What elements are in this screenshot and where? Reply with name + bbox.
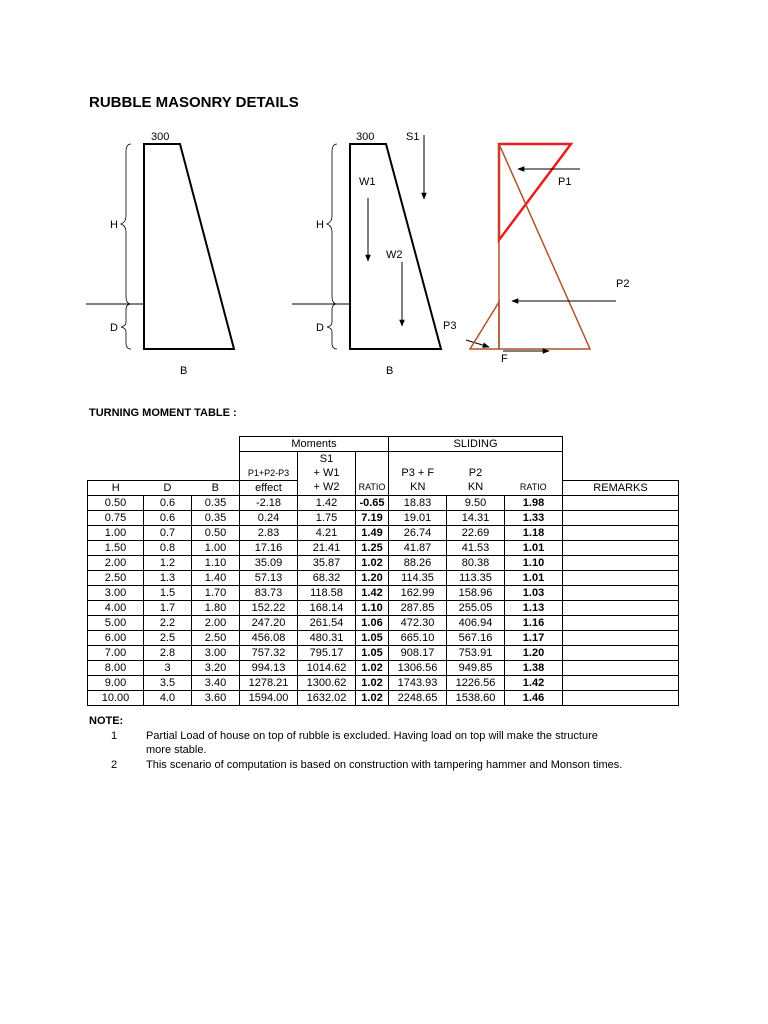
cell-sliding-p2: 1226.56 bbox=[447, 676, 505, 691]
p1p2p3-header: P1+P2-P3 bbox=[240, 466, 298, 481]
cell-remarks bbox=[563, 586, 679, 601]
cell-moment-s1w1w2: 4.21 bbox=[298, 526, 356, 541]
note-text: Partial Load of house on top of rubble is excluded. Having load on top will make the structure bbox=[146, 730, 598, 742]
notes-title: NOTE: bbox=[89, 715, 124, 727]
cell-b: 1.70 bbox=[192, 586, 240, 601]
cell-moment-effect: 17.16 bbox=[240, 541, 298, 556]
cell-moment-s1w1w2: 1300.62 bbox=[298, 676, 356, 691]
cell-h: 2.50 bbox=[88, 571, 144, 586]
ratio-s-header: RATIO bbox=[519, 482, 547, 493]
cell-moment-ratio: 1.49 bbox=[356, 526, 389, 541]
cell-moment-ratio: 1.10 bbox=[356, 601, 389, 616]
cell-b: 1.10 bbox=[192, 556, 240, 571]
cell-h: 2.00 bbox=[88, 556, 144, 571]
table-row bbox=[88, 691, 679, 706]
page-title: RUBBLE MASONRY DETAILS bbox=[89, 94, 299, 111]
cell-sliding-p2: 113.35 bbox=[447, 571, 505, 586]
cell-sliding-p3f: 114.35 bbox=[389, 571, 447, 586]
cell-moment-s1w1w2: 1.75 bbox=[298, 511, 356, 526]
cell-sliding-ratio: 1.01 bbox=[505, 571, 563, 586]
cell-d: 3.5 bbox=[144, 676, 192, 691]
middle-h-label: H bbox=[316, 219, 324, 231]
cell-moment-ratio: 1.02 bbox=[356, 691, 389, 706]
cell-sliding-p2: 158.96 bbox=[447, 586, 505, 601]
cell-moment-ratio: 1.05 bbox=[356, 646, 389, 661]
left-top-width-label: 300 bbox=[151, 131, 170, 143]
cell-d: 0.8 bbox=[144, 541, 192, 556]
left-d-label: D bbox=[110, 322, 118, 334]
cell-moment-s1w1w2: 261.54 bbox=[298, 616, 356, 631]
left-base-label: B bbox=[180, 365, 188, 377]
middle-d-brace bbox=[327, 304, 337, 349]
w2-header: + W2 bbox=[298, 481, 356, 496]
cell-h: 10.00 bbox=[88, 691, 144, 706]
cell-sliding-p3f: 1306.56 bbox=[389, 661, 447, 676]
turning-moment-table bbox=[87, 436, 679, 706]
cell-moment-s1w1w2: 68.32 bbox=[298, 571, 356, 586]
table-row bbox=[88, 526, 679, 541]
cell-d: 4.0 bbox=[144, 691, 192, 706]
kn-p2-header: KN bbox=[467, 481, 484, 494]
left-d-brace bbox=[121, 304, 131, 349]
cell-moment-ratio: -0.65 bbox=[356, 496, 389, 511]
cell-sliding-p3f: 1743.93 bbox=[389, 676, 447, 691]
cell-d: 1.3 bbox=[144, 571, 192, 586]
cell-sliding-ratio: 1.03 bbox=[505, 586, 563, 601]
cell-b: 0.35 bbox=[192, 511, 240, 526]
cell-sliding-p2: 80.38 bbox=[447, 556, 505, 571]
table-row bbox=[88, 661, 679, 676]
cell-moment-s1w1w2: 1632.02 bbox=[298, 691, 356, 706]
cell-moment-effect: 152.22 bbox=[240, 601, 298, 616]
cell-h: 0.75 bbox=[88, 511, 144, 526]
kn-p3f-header: KN bbox=[389, 481, 447, 496]
cell-moment-effect: 0.24 bbox=[240, 511, 298, 526]
table-row bbox=[88, 496, 679, 511]
cell-remarks bbox=[563, 631, 679, 646]
notes-section bbox=[89, 715, 689, 773]
cell-moment-effect: 247.20 bbox=[240, 616, 298, 631]
cell-h: 5.00 bbox=[88, 616, 144, 631]
cell-remarks bbox=[563, 571, 679, 586]
p3-label: P3 bbox=[443, 320, 457, 332]
cell-remarks bbox=[563, 526, 679, 541]
cell-sliding-ratio: 1.10 bbox=[505, 556, 563, 571]
w2-label: W2 bbox=[386, 249, 403, 261]
table-row bbox=[88, 556, 679, 571]
cell-b: 1.80 bbox=[192, 601, 240, 616]
cell-sliding-p3f: 88.26 bbox=[389, 556, 447, 571]
cell-d: 2.5 bbox=[144, 631, 192, 646]
w1-header: + W1 bbox=[298, 466, 356, 481]
ratio-m-header: RATIO bbox=[356, 481, 389, 496]
note-text-continued: more stable. bbox=[146, 744, 207, 756]
cell-h: 7.00 bbox=[88, 646, 144, 661]
b-header: B bbox=[192, 481, 240, 496]
cell-sliding-p2: 41.53 bbox=[447, 541, 505, 556]
subheader-row-1 bbox=[88, 452, 679, 467]
group-header-row bbox=[88, 437, 679, 452]
cell-moment-effect: 1594.00 bbox=[240, 691, 298, 706]
cell-b: 0.50 bbox=[192, 526, 240, 541]
cell-sliding-p2: 14.31 bbox=[447, 511, 505, 526]
cell-moment-s1w1w2: 35.87 bbox=[298, 556, 356, 571]
cell-d: 3 bbox=[144, 661, 192, 676]
cell-h: 1.50 bbox=[88, 541, 144, 556]
cell-sliding-p2: 1538.60 bbox=[447, 691, 505, 706]
cell-sliding-p3f: 41.87 bbox=[389, 541, 447, 556]
cell-moment-ratio: 7.19 bbox=[356, 511, 389, 526]
middle-base-label: B bbox=[386, 365, 394, 377]
p2-label: P2 bbox=[616, 278, 630, 290]
subheader-row-3 bbox=[88, 481, 679, 496]
cell-remarks bbox=[563, 541, 679, 556]
cell-moment-s1w1w2: 480.31 bbox=[298, 631, 356, 646]
cell-moment-effect: 456.08 bbox=[240, 631, 298, 646]
cell-remarks bbox=[563, 676, 679, 691]
cell-moment-ratio: 1.02 bbox=[356, 556, 389, 571]
cell-d: 0.6 bbox=[144, 496, 192, 511]
cell-sliding-ratio: 1.13 bbox=[505, 601, 563, 616]
lower-pressure-triangle bbox=[499, 144, 590, 349]
table-title: TURNING MOMENT TABLE : bbox=[89, 407, 237, 419]
passive-pressure-triangle bbox=[470, 302, 499, 349]
d-header: D bbox=[144, 481, 192, 496]
cell-remarks bbox=[563, 691, 679, 706]
cell-b: 3.20 bbox=[192, 661, 240, 676]
middle-h-brace bbox=[327, 144, 337, 304]
cell-sliding-p3f: 19.01 bbox=[389, 511, 447, 526]
cell-sliding-ratio: 1.17 bbox=[505, 631, 563, 646]
cell-sliding-p3f: 287.85 bbox=[389, 601, 447, 616]
note-item bbox=[89, 729, 689, 757]
cell-remarks bbox=[563, 556, 679, 571]
cell-h: 9.00 bbox=[88, 676, 144, 691]
middle-d-label: D bbox=[316, 322, 324, 334]
s1-header: S1 bbox=[298, 452, 356, 467]
cell-moment-ratio: 1.25 bbox=[356, 541, 389, 556]
moments-header: Moments bbox=[240, 437, 389, 452]
cell-moment-effect: 757.32 bbox=[240, 646, 298, 661]
cell-h: 0.50 bbox=[88, 496, 144, 511]
cell-b: 1.40 bbox=[192, 571, 240, 586]
table-row bbox=[88, 616, 679, 631]
table-row bbox=[88, 586, 679, 601]
cell-b: 3.60 bbox=[192, 691, 240, 706]
table-row bbox=[88, 646, 679, 661]
cell-remarks bbox=[563, 601, 679, 616]
table-row bbox=[88, 631, 679, 646]
cell-moment-effect: -2.18 bbox=[240, 496, 298, 511]
cell-h: 1.00 bbox=[88, 526, 144, 541]
cell-moment-effect: 35.09 bbox=[240, 556, 298, 571]
cell-sliding-ratio: 1.33 bbox=[505, 511, 563, 526]
table-row bbox=[88, 676, 679, 691]
middle-top-width-label: 300 bbox=[356, 131, 375, 143]
cell-moment-s1w1w2: 795.17 bbox=[298, 646, 356, 661]
cell-moment-ratio: 1.02 bbox=[356, 661, 389, 676]
p3f-header: P3 + F bbox=[389, 466, 447, 481]
cell-sliding-p2: 567.16 bbox=[447, 631, 505, 646]
cell-sliding-p2: 406.94 bbox=[447, 616, 505, 631]
cell-sliding-ratio: 1.46 bbox=[505, 691, 563, 706]
cell-d: 2.8 bbox=[144, 646, 192, 661]
cell-b: 2.50 bbox=[192, 631, 240, 646]
cell-sliding-p2: 9.50 bbox=[447, 496, 505, 511]
cell-sliding-p3f: 26.74 bbox=[389, 526, 447, 541]
cell-moment-ratio: 1.05 bbox=[356, 631, 389, 646]
cell-sliding-ratio: 1.20 bbox=[505, 646, 563, 661]
effect-header: effect bbox=[240, 481, 298, 496]
left-h-brace bbox=[121, 144, 131, 304]
cell-moment-effect: 83.73 bbox=[240, 586, 298, 601]
cell-sliding-p2: 753.91 bbox=[447, 646, 505, 661]
cell-moment-effect: 2.83 bbox=[240, 526, 298, 541]
note-text: This scenario of computation is based on construction with tampering hammer and Monson times. bbox=[146, 759, 623, 771]
cell-moment-effect: 994.13 bbox=[240, 661, 298, 676]
cell-d: 1.2 bbox=[144, 556, 192, 571]
cell-remarks bbox=[563, 646, 679, 661]
cell-h: 3.00 bbox=[88, 586, 144, 601]
cell-sliding-p3f: 2248.65 bbox=[389, 691, 447, 706]
middle-wall-outline bbox=[350, 144, 441, 349]
cell-sliding-p2: 22.69 bbox=[447, 526, 505, 541]
cell-moment-ratio: 1.06 bbox=[356, 616, 389, 631]
masonry-diagram bbox=[0, 0, 768, 390]
p1-label: P1 bbox=[558, 176, 572, 188]
cell-moment-effect: 57.13 bbox=[240, 571, 298, 586]
cell-b: 2.00 bbox=[192, 616, 240, 631]
cell-b: 3.40 bbox=[192, 676, 240, 691]
cell-moment-effect: 1278.21 bbox=[240, 676, 298, 691]
cell-b: 3.00 bbox=[192, 646, 240, 661]
sliding-header: SLIDING bbox=[389, 437, 563, 452]
table-row bbox=[88, 571, 679, 586]
table-row bbox=[88, 601, 679, 616]
cell-sliding-p2: 255.05 bbox=[447, 601, 505, 616]
h-header: H bbox=[88, 481, 144, 496]
p2-header: P2 bbox=[468, 466, 483, 479]
cell-d: 1.7 bbox=[144, 601, 192, 616]
note-number: 2 bbox=[111, 759, 118, 771]
cell-moment-s1w1w2: 168.14 bbox=[298, 601, 356, 616]
table-row bbox=[88, 511, 679, 526]
middle-wall-section bbox=[292, 131, 489, 377]
cell-d: 0.7 bbox=[144, 526, 192, 541]
cell-moment-ratio: 1.42 bbox=[356, 586, 389, 601]
cell-sliding-p3f: 908.17 bbox=[389, 646, 447, 661]
cell-d: 0.6 bbox=[144, 511, 192, 526]
subheader-row-2 bbox=[88, 466, 679, 481]
p3-arrow bbox=[466, 340, 489, 347]
cell-sliding-p3f: 665.10 bbox=[389, 631, 447, 646]
left-wall-outline bbox=[144, 144, 234, 349]
cell-moment-s1w1w2: 21.41 bbox=[298, 541, 356, 556]
cell-sliding-p3f: 472.30 bbox=[389, 616, 447, 631]
cell-remarks bbox=[563, 661, 679, 676]
cell-sliding-ratio: 1.01 bbox=[505, 541, 563, 556]
remarks-header: REMARKS bbox=[563, 481, 679, 496]
note-number: 1 bbox=[111, 730, 118, 742]
cell-sliding-ratio: 1.98 bbox=[505, 496, 563, 511]
cell-remarks bbox=[563, 511, 679, 526]
cell-moment-s1w1w2: 1.42 bbox=[298, 496, 356, 511]
note-item bbox=[89, 758, 689, 772]
cell-sliding-p3f: 162.99 bbox=[389, 586, 447, 601]
cell-h: 4.00 bbox=[88, 601, 144, 616]
cell-sliding-ratio: 1.16 bbox=[505, 616, 563, 631]
cell-moment-ratio: 1.02 bbox=[356, 676, 389, 691]
table-row bbox=[88, 541, 679, 556]
cell-remarks bbox=[563, 616, 679, 631]
cell-b: 0.35 bbox=[192, 496, 240, 511]
cell-b: 1.00 bbox=[192, 541, 240, 556]
cell-remarks bbox=[563, 496, 679, 511]
cell-sliding-ratio: 1.18 bbox=[505, 526, 563, 541]
cell-d: 2.2 bbox=[144, 616, 192, 631]
cell-h: 8.00 bbox=[88, 661, 144, 676]
cell-d: 1.5 bbox=[144, 586, 192, 601]
pressure-diagram bbox=[470, 144, 629, 365]
cell-moment-s1w1w2: 118.58 bbox=[298, 586, 356, 601]
cell-moment-s1w1w2: 1014.62 bbox=[298, 661, 356, 676]
cell-sliding-p3f: 18.83 bbox=[389, 496, 447, 511]
cell-sliding-ratio: 1.38 bbox=[505, 661, 563, 676]
left-h-label: H bbox=[110, 219, 118, 231]
f-label: F bbox=[501, 353, 508, 365]
left-wall-section bbox=[86, 131, 234, 377]
w1-label: W1 bbox=[359, 176, 376, 188]
cell-sliding-p2: 949.85 bbox=[447, 661, 505, 676]
cell-sliding-ratio: 1.42 bbox=[505, 676, 563, 691]
s1-label: S1 bbox=[406, 131, 420, 143]
cell-h: 6.00 bbox=[88, 631, 144, 646]
cell-moment-ratio: 1.20 bbox=[356, 571, 389, 586]
